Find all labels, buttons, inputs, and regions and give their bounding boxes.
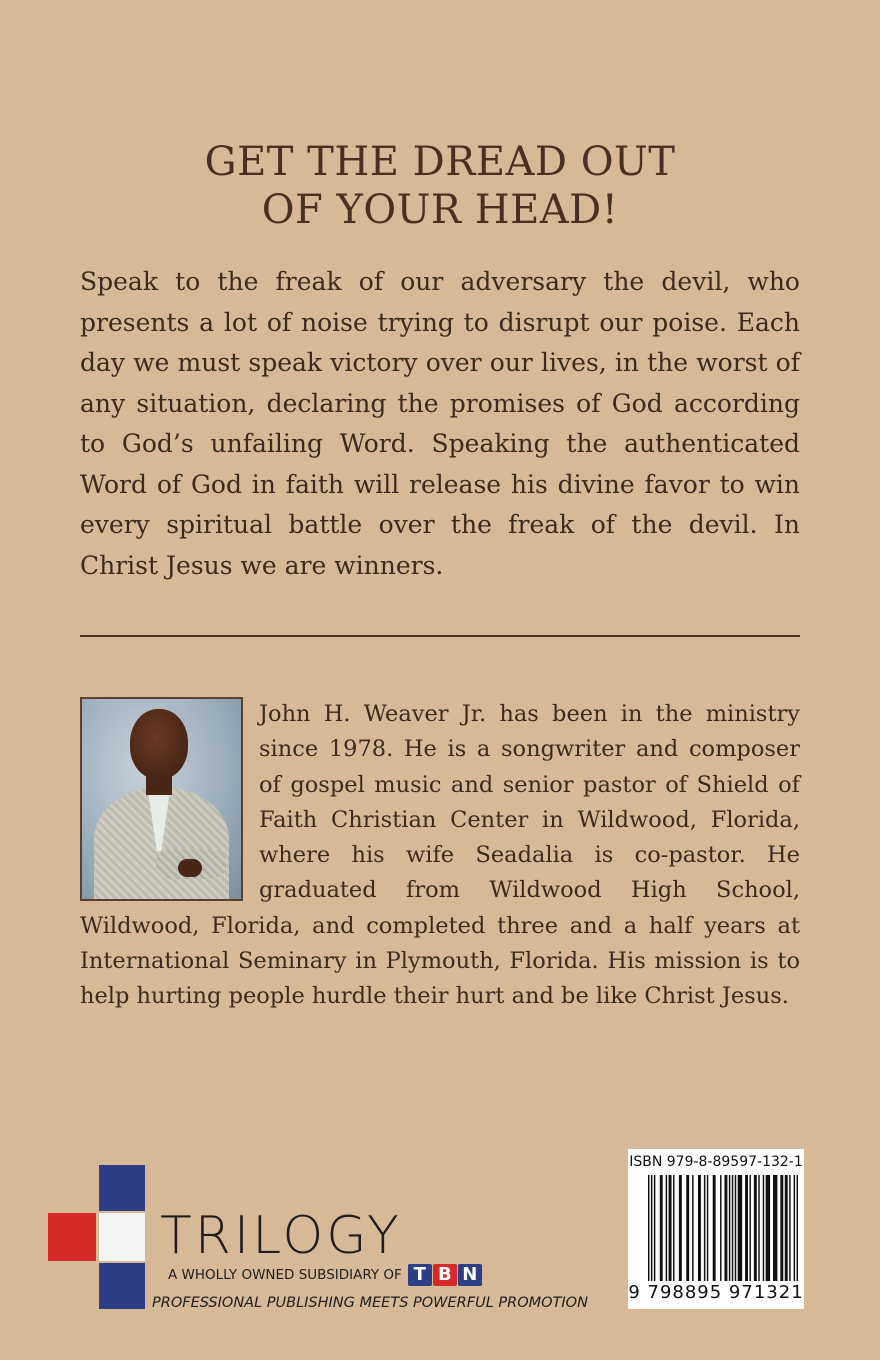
headline — [0, 138, 880, 234]
subsidiary-text: A WHOLLY OWNED SUBSIDIARY OF — [168, 1267, 402, 1283]
author-bio-text: John H. Weaver Jr. has been in the ministry since 1978. He is a songwriter and composer of gospel music and senior pastor of Shield of Faith Christian Center in Wildwood, Florida, where his wife Seadalia is co-pastor. He graduated from Wildwood High School, Wildwood, Florida, and completed three and a half years at International Seminary in Plymouth, Florida. His mission is to help hurting people hurdle their hurt and be like Christ Jesus. — [80, 701, 800, 1010]
logo-square-white — [99, 1213, 145, 1261]
book-blurb: Speak to the freak of our adversary the devil, who presents a lot of noise trying to disrupt our poise. Each day we must speak victory over our lives, in the worst of any situation, declaring the promises of God according to God’s unfailing Word. Speaking the authenticated Word of God in faith will release his divine favor to win every spiritual battle over the freak of the devil. In Christ Jesus we are winners. — [80, 267, 800, 580]
tbn-logo — [408, 1264, 483, 1286]
tbn-letter-t: T — [408, 1264, 432, 1286]
author-photo — [80, 697, 243, 901]
logo-square-red — [48, 1213, 96, 1261]
headline-line-2: OF YOUR HEAD! — [261, 187, 619, 233]
publisher-tagline: PROFESSIONAL PUBLISHING MEETS POWERFUL PROMOTION — [152, 1295, 588, 1311]
publisher-subsidiary-line — [168, 1264, 483, 1286]
headline-line-1: GET THE DREAD OUT — [204, 139, 676, 185]
divider — [80, 635, 800, 637]
tbn-letter-n: N — [458, 1264, 482, 1286]
isbn-barcode — [628, 1149, 804, 1309]
barcode-digits: 9 798895 971321 — [628, 1282, 804, 1303]
barcode-bars — [648, 1175, 798, 1281]
logo-square-blue-bottom — [99, 1263, 145, 1309]
author-bio-section — [80, 697, 800, 1015]
tbn-letter-b: B — [433, 1264, 457, 1286]
isbn-label: ISBN 979-8-89597-132-1 — [629, 1154, 803, 1170]
logo-square-blue-top — [99, 1165, 145, 1211]
publisher-name: TRILOGY — [160, 1206, 402, 1266]
